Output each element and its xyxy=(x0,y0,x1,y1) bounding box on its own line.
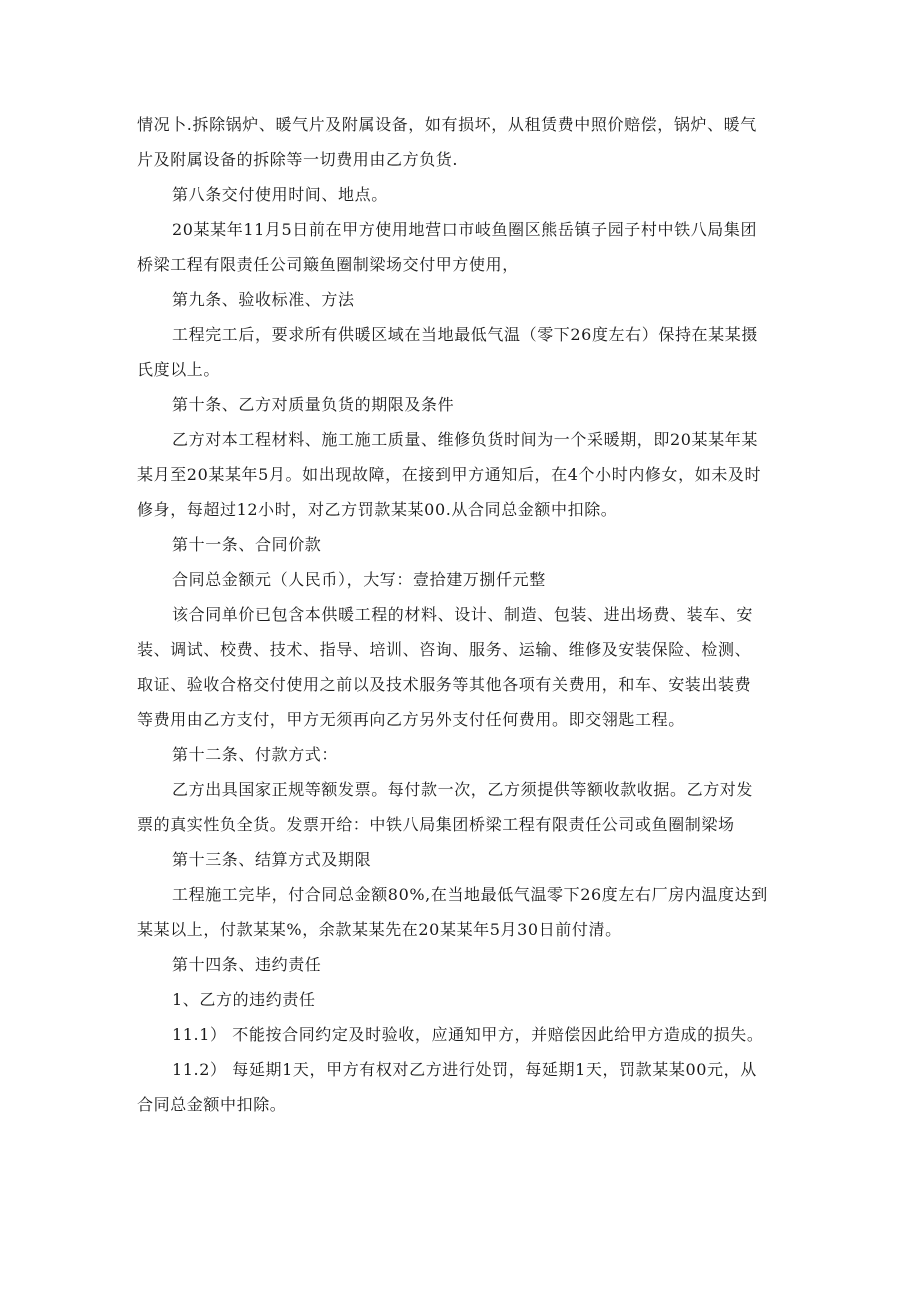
text-line: 某某以上，付款某某%，余款某某先在20某某年5月30日前付清。 xyxy=(137,920,622,939)
text-line: 乙方对本工程材料、施工施工质量、维修负货时间为一个采暖期，即20某某年某 xyxy=(172,430,758,449)
paragraph xyxy=(137,324,787,380)
section-heading xyxy=(137,394,787,415)
text-line: 桥梁工程有限责任公司簸鱼圈制梁场交付甲方使用， xyxy=(137,255,519,274)
text-line: 第八条交付使用时间、地点。 xyxy=(172,185,388,204)
text-line: 等费用由乙方支付，甲方无须再向乙方另外支付任何费用。即交翎匙工程。 xyxy=(137,710,685,729)
text-line: 合同总金额元（人民币），大写：壹拾建万捌仟元整 xyxy=(172,570,546,589)
text-line: 合同总金额中扣除。 xyxy=(137,1095,287,1114)
text-line: 第九条、验收标准、方法 xyxy=(172,290,355,309)
paragraph xyxy=(137,429,787,520)
text-line: 某月至20某某年5月。如出现故障，在接到甲方通知后，在4个小时内修女，如未及时 xyxy=(137,465,762,484)
text-line: 11.2） 每延期1天，甲方有权对乙方进行处罚，每延期1天，罚款某某00元，从 xyxy=(172,1060,757,1079)
clause-item xyxy=(137,1059,787,1115)
paragraph xyxy=(137,779,787,835)
text-line: 片及附属设备的拆除等一切费用由乙方负货. xyxy=(137,150,459,169)
section-heading xyxy=(137,954,787,975)
text-line: 该合同单价已包含本供暖工程的材料、设计、制造、包装、进出场费、装车、安 xyxy=(172,605,754,624)
section-heading xyxy=(137,849,787,870)
clause-item xyxy=(137,1024,787,1045)
paragraph xyxy=(137,884,787,940)
text-line: 乙方出具国家正规等额发票。每付款一次，乙方须提供等额收款收据。乙方对发 xyxy=(172,780,754,799)
paragraph xyxy=(137,114,787,170)
paragraph xyxy=(137,604,787,730)
text-line: 装、调试、校费、技术、指导、培训、咨询、服务、运输、维修及安装保险、检测、 xyxy=(137,640,752,659)
text-line: 氏度以上。 xyxy=(137,360,221,379)
section-heading xyxy=(137,184,787,205)
text-line: 第十三条、结算方式及期限 xyxy=(172,850,372,869)
text-line: 工程完工后，要求所有供暖区域在当地最低气温（零下26度左右）保持在某某摄 xyxy=(172,325,758,344)
sub-heading xyxy=(137,989,787,1010)
text-line: 工程施工完毕，付合同总金额80%,在当地最低气温零下26度左右厂房内温度达到 xyxy=(172,885,768,904)
text-line: 11.1） 不能按合同约定及时验收，应通知甲方，并赔偿因此给甲方造成的损失。 xyxy=(172,1025,764,1044)
text-line: 第十一条、合同价款 xyxy=(172,535,322,554)
paragraph xyxy=(137,219,787,275)
text-line: 取证、验收合格交付使用之前以及技术服务等其他各项有关费用，和车、安装出装费 xyxy=(137,675,752,694)
paragraph xyxy=(137,569,787,590)
text-line: 第十二条、付款方式： xyxy=(172,745,339,764)
section-heading xyxy=(137,534,787,555)
section-heading xyxy=(137,744,787,765)
text-line: 票的真实性负全货。发票开给：中铁八局集团桥梁工程有限责任公司或鱼圈制梁场 xyxy=(137,815,735,834)
text-line: 修身，每超过12小时，对乙方罚款某某00.从合同总金额中扣除。 xyxy=(137,500,618,519)
text-line: 1、乙方的违约责任 xyxy=(172,990,316,1009)
text-line: 第十四条、违约责任 xyxy=(172,955,322,974)
section-heading xyxy=(137,289,787,310)
text-line: 情况卜.拆除锅炉、暖气片及附属设备，如有损坏，从租赁费中照价赔偿，锅炉、暖气 xyxy=(137,115,757,134)
text-line: 第十条、乙方对质量负货的期限及条件 xyxy=(172,395,455,414)
text-line: 20某某年11月5日前在甲方使用地营口市岐鱼圈区熊岳镇子园子村中铁八局集团 xyxy=(172,220,758,239)
document-page xyxy=(137,114,787,1115)
